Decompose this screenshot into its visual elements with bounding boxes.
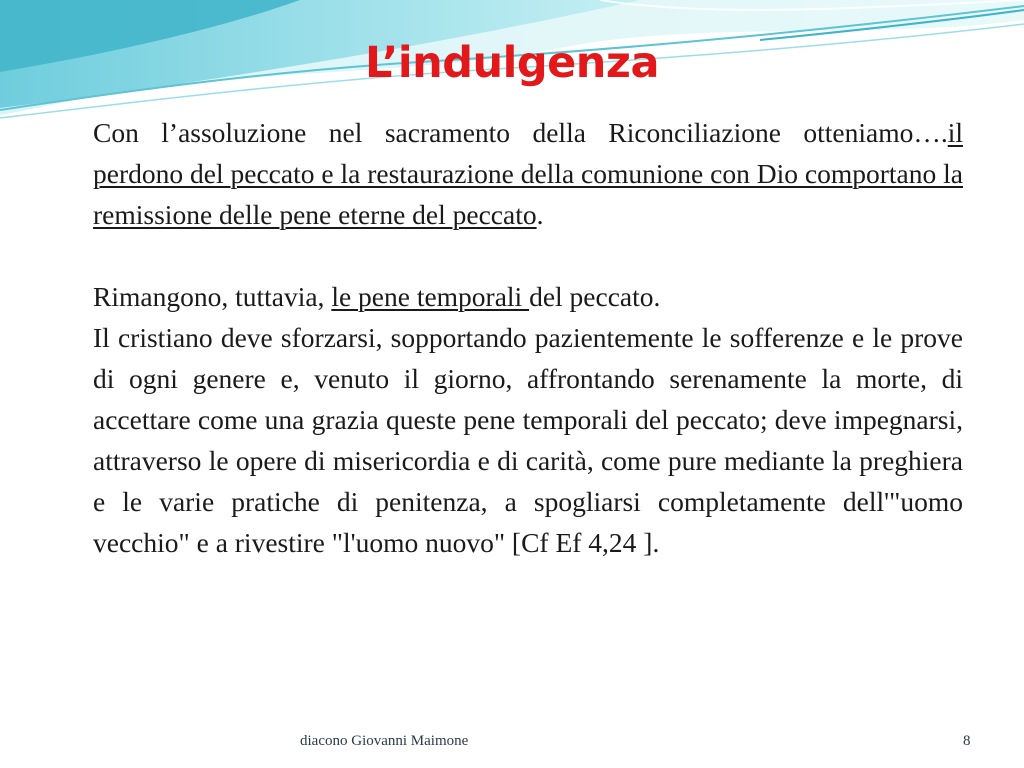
paragraph-2 [93,276,963,317]
page-number: 8 [963,733,971,749]
slide-title: L’indulgenza [365,38,659,88]
paragraph-1-underlined: il perdono del peccato e la restaurazione della comunione con Dio comportano la remissione delle pene eterne del peccato [93,117,963,230]
paragraph-2-underlined: le pene temporali [331,281,530,312]
paragraph-2-end: del peccato. [529,281,661,312]
paragraph-1-end: . [536,199,544,230]
paragraph-3: Il cristiano deve sforzarsi, sopportando pazientemente le sofferenze e le prove di ogni genere e, venuto il giorno, affrontando serenamente la morte, di accettare come una grazia queste pene temporali del peccato; deve impegnarsi, attraverso le opere di misericordia e di carità, come pure mediante la preghiera e le varie pratiche di penitenza, a spogliarsi completamente dell'"uomo vecchio" e a rivestire "l'uomo nuovo" [Cf Ef 4,24 ]. [93,322,963,558]
slide-body [93,112,963,563]
paragraph-1-intro: Con l’assoluzione nel sacramento della Riconciliazione otteniamo…. [93,117,948,148]
footer-author: diacono Giovanni Maimone [300,733,469,749]
paragraph-2-intro: Rimangono, tuttavia, [93,281,332,312]
paragraph-1 [93,112,963,276]
